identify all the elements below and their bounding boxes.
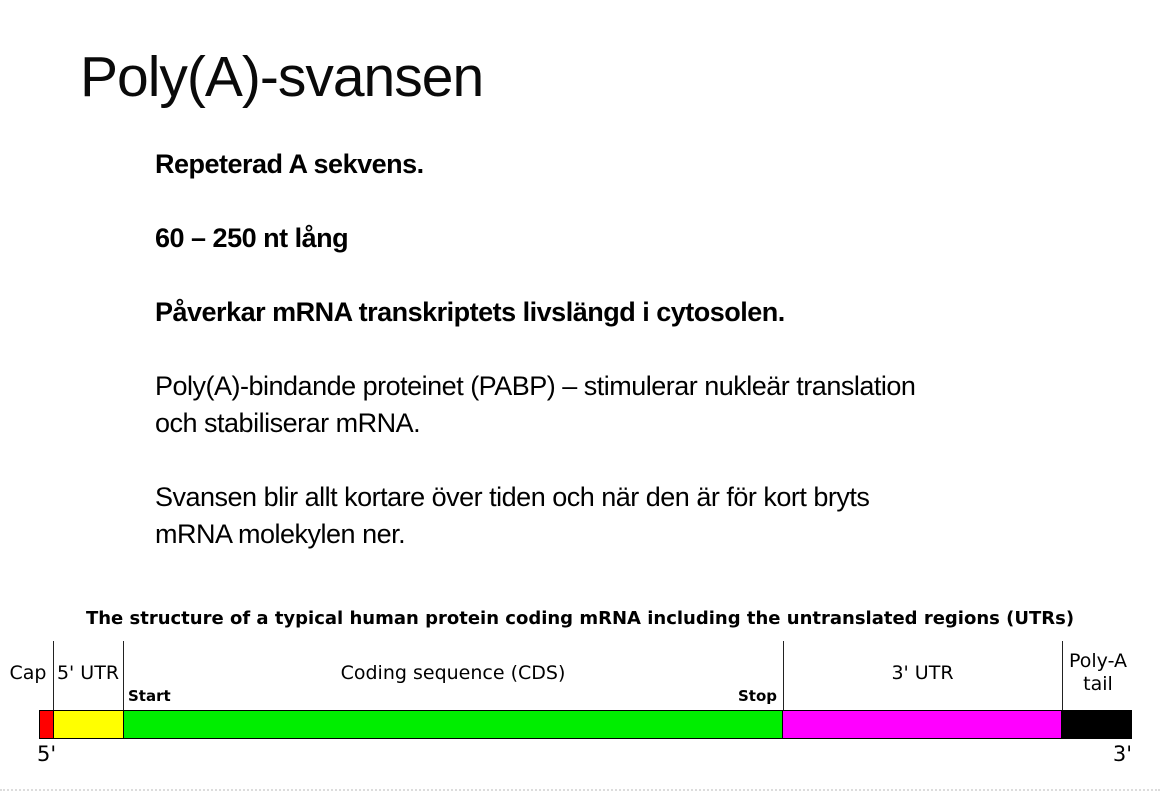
utr5-label: 5' UTR: [56, 662, 120, 684]
cap-label: Cap: [9, 662, 47, 684]
stop-codon-label: Stop: [737, 687, 777, 705]
cap-segment: [40, 711, 53, 738]
text-line: och stabiliserar mRNA.: [155, 408, 421, 438]
text-line: Svansen blir allt kortare över tiden och när den är för kort bryts: [155, 482, 870, 512]
three-prime-label: 3': [1112, 742, 1132, 766]
cds-segment: [124, 711, 782, 738]
text-line: 60 – 250 nt lång: [155, 223, 349, 253]
utr3-label: 3' UTR: [891, 662, 954, 684]
text-line: Poly(A)-bindande proteinet (PABP) – stimulerar nukleär translation: [155, 371, 916, 401]
mrna-bar: [39, 710, 1132, 739]
polya-tail-label: [1062, 650, 1134, 696]
bottom-dotted-divider: [0, 789, 1160, 791]
page-title: Poly(A)-svansen: [80, 45, 484, 109]
text-line: Poly-A: [1068, 650, 1128, 672]
text-line: tail: [1083, 673, 1113, 695]
text-line: Repeterad A sekvens.: [155, 149, 424, 179]
five-prime-label: 5': [37, 742, 57, 766]
text-line: Påverkar mRNA transkriptets livslängd i cytosolen.: [155, 297, 785, 327]
utr5-segment: [54, 711, 123, 738]
cds-label: Coding sequence (CDS): [340, 662, 566, 684]
utr3-segment: [783, 711, 1061, 738]
diagram-title: The structure of a typical human protein coding mRNA including the untranslated regions (UTRs): [85, 608, 1075, 629]
text-line: mRNA molekylen ner.: [155, 519, 406, 549]
start-codon-label: Start: [128, 687, 171, 705]
polya-tail-segment: [1062, 711, 1131, 738]
